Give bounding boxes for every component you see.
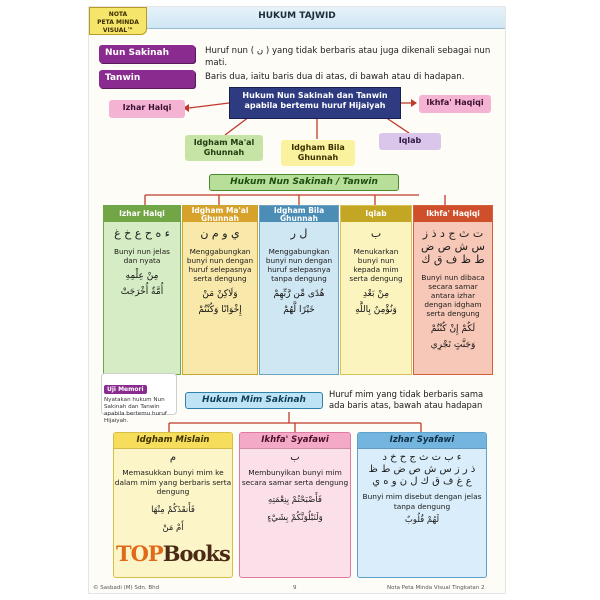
node-line: Idgham Bila [291, 143, 345, 152]
mim-card-example: فَأَنقَذَكُمْ مِنْهَا [151, 504, 195, 515]
rule-example: لَكُمْ إِنْ كُنْتُمْ [430, 324, 476, 334]
mim-card-head: Ikhfa' Syafawi [240, 433, 350, 449]
section-title-mim-sakinah: Hukum Mim Sakinah [185, 392, 323, 409]
mim-card-head: Idgham Mislain [114, 433, 232, 449]
rule-head-text: Ikhfa' Haqiqi [426, 209, 480, 218]
rule-head-text: Iqlab [365, 209, 387, 218]
mim-card-ikhfa-syafawi [239, 432, 351, 578]
footer-copyright: © Sasbadi (M) Sdn. Bhd [93, 585, 160, 591]
mim-card-letters: م [169, 452, 177, 463]
rule-column-ikhfa-haqiqi [413, 205, 493, 375]
uji-memori-text: Nyatakan hukum Nun Sakinah dan Tanwin apabila bertemu huruf Hijaiyah. [104, 397, 167, 424]
mim-card-example: فَأَصْبَحْتُمْ بِنِعْمَتِهِ [268, 495, 322, 505]
rule-example: وَلَاكِنْ مَنْ [202, 289, 238, 299]
rule-column-head [414, 206, 492, 222]
definition-tag-nun-sakinah: Nun Sakinah [99, 45, 195, 63]
rule-example: مِنْ بَعْدِ [362, 289, 390, 299]
definition-text-line: ada baris atas, bawah atau hadapan [329, 400, 483, 410]
mim-card-izhar-syafawi [357, 432, 487, 578]
rule-column-head [183, 206, 257, 222]
rule-description: Bunyi nun dibaca secara samar antara izhar dengan idgham serta dengung [421, 273, 485, 318]
worksheet [88, 6, 506, 594]
mim-card-description: Bunyi mim disebut dengan jelas tanpa dengung [362, 492, 482, 511]
mim-card-letters: ء ب ت ث ج ح خ د [382, 452, 462, 463]
footer-book-title: Nota Peta Minda Visual Tingkatan 2 [387, 585, 485, 591]
center-topic-box [229, 87, 401, 119]
rule-column-body [104, 222, 180, 374]
definition-text-line: mati. [205, 58, 228, 68]
section-title-nun-sakinah-tanwin: Hukum Nun Sakinah / Tanwin [209, 174, 399, 191]
definition-text-tanwin: Baris dua, iaitu baris dua di atas, di bawah atau di hadapan. [205, 72, 465, 82]
rule-column-izhar-halqi [103, 205, 181, 375]
brand-line: PETA MINDA [97, 19, 139, 26]
rule-description: Menggabungkan bunyi nun dengan huruf selepasnya tanpa dengung [265, 247, 333, 283]
mim-sakinah-definition [329, 389, 505, 411]
page-title: HUKUM TAJWID [258, 11, 336, 21]
rule-column-body [341, 222, 411, 374]
rule-letters: ء ه ح ع خ غ [114, 227, 170, 240]
rule-example: هُدًى مِّن رَّبِّهِمْ [273, 289, 325, 299]
node-ikhfa-haqiqi: Ikhfa' Haqiqi [419, 95, 491, 113]
rule-description: Menukarkan bunyi nun kepada mim serta dengung [349, 247, 403, 283]
brand-line: VISUAL™ [102, 27, 134, 34]
rule-letters: ل ر [290, 227, 308, 240]
rule-column-idgham-bila-ghunnah [259, 205, 339, 375]
rule-head-text: Idgham Bila [273, 206, 325, 215]
rule-example: خَيْرًا لَّهُمْ [283, 305, 315, 315]
mim-card-example: وَلَنَبْلُوَنَّكُمْ بِشَيْءٍ [267, 513, 323, 523]
topbooks-watermark [116, 541, 230, 566]
center-line: apabila bertemu huruf Hijaiyah [244, 101, 386, 110]
definition-text-line: Huruf nun ( ن ) yang tidak berbaris atau juga dikenali sebagai nun [205, 46, 491, 56]
mim-card-head: Izhar Syafawi [358, 433, 486, 449]
rule-column-head [341, 206, 411, 222]
rule-description: Menggabungkan bunyi nun dengan huruf selepasnya serta dengung [186, 247, 254, 283]
rule-column-body [414, 222, 492, 374]
rule-example: أُمَّةٌ أُخْرَجَتْ [120, 287, 164, 297]
center-line: Hukum Nun Sakinah dan Tanwin [242, 91, 388, 100]
rule-column-iqlab [340, 205, 412, 375]
node-line: Idgham Ma'al [193, 138, 255, 147]
mim-card-letters: ع غ ف ق ك ل ن و ه ي [372, 476, 472, 487]
mim-card-example: لَهُمْ قُلُوبٌ [404, 515, 440, 525]
rule-head-text: Izhar Halqi [119, 209, 165, 218]
rule-column-body [260, 222, 338, 374]
node-izhar-halqi: Izhar Halqi [109, 100, 185, 118]
rule-column-idgham-maal-ghunnah [182, 205, 258, 375]
rule-head-text: Ghunnah [280, 214, 318, 223]
rule-letters: ي و م ن [200, 227, 240, 240]
node-iqlab: Iqlab [379, 133, 441, 150]
watermark-text: TOP [116, 541, 163, 566]
uji-memori-box [101, 373, 177, 424]
node-idgham-maal-ghunnah [185, 135, 263, 161]
rule-column-body [183, 222, 257, 374]
rule-letters: ب [370, 227, 382, 240]
mim-card-description: Memasukkan bunyi mim ke dalam mim yang berbaris serta dengung [114, 468, 232, 496]
definition-tag-tanwin: Tanwin [99, 70, 195, 88]
rule-head-text: Ghunnah [201, 214, 239, 223]
rule-letters: ت ث ج د ذ ز س ش ص ض ط ظ ف ق ك [421, 227, 485, 266]
rule-head-text: Idgham Ma'al [191, 206, 249, 215]
rule-example: مِنْ عِلْمِهِ [125, 271, 159, 281]
mim-card-description: Membunyikan bunyi mim secara samar serta dengung [241, 468, 349, 487]
footer-page-number: 9 [293, 585, 297, 591]
rule-description: Bunyi nun jelas dan nyata [114, 247, 170, 265]
rule-column-head [260, 206, 338, 222]
node-line: Ghunnah [203, 148, 245, 157]
uji-memori-tag: Uji Memori [104, 385, 147, 394]
rule-example: إِخْوَانًا وَكُنْتُمْ [198, 305, 242, 315]
watermark-text: Books [162, 541, 230, 566]
rule-example: وَجَنَّتٍ تَجْرِي [430, 340, 476, 350]
definition-text-line: Huruf mim yang tidak berbaris sama [329, 389, 484, 399]
mim-card-example: أَمْ مَنْ [162, 522, 184, 533]
mim-card-letters: ذ ر ز س ش ص ض ط ظ [368, 464, 476, 475]
brand-line: NOTA [108, 11, 128, 18]
rule-example: وَنُؤْمِنٌ بِاللَّهِ [355, 305, 397, 315]
node-idgham-bila-ghunnah [281, 140, 355, 166]
node-line: Ghunnah [297, 153, 339, 162]
rule-column-head [104, 206, 180, 222]
mim-card-letters: ب [290, 452, 300, 463]
